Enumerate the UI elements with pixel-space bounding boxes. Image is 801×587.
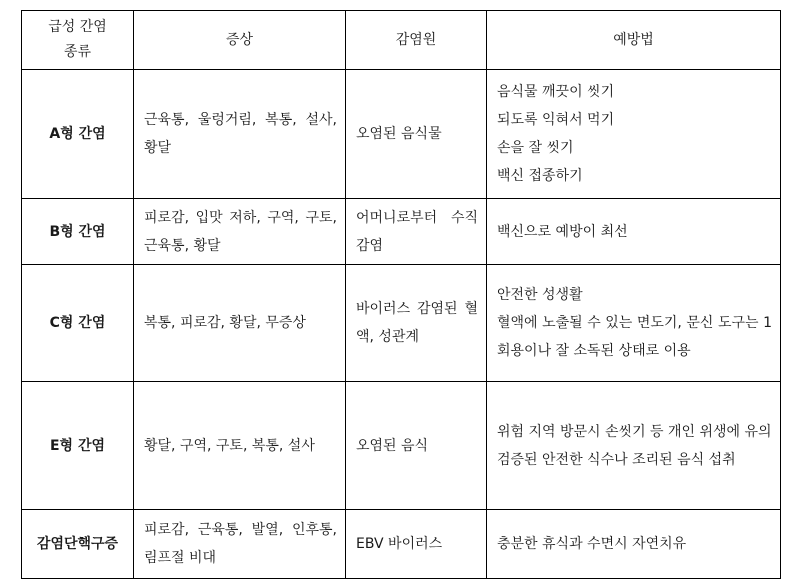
row-type: A형 간염 xyxy=(22,70,134,199)
prevention-line: 손을 잘 씻기 xyxy=(497,140,574,156)
row-symptoms: 피로감, 입맛 저하, 구역, 구토, 근육통, 황달 xyxy=(134,199,346,265)
row-source: 바이러스 감염된 혈액, 성관계 xyxy=(346,265,487,382)
table-row xyxy=(22,510,781,579)
prevention-line: 안전한 성생활 xyxy=(497,287,583,303)
row-symptoms: 복통, 피로감, 황달, 무증상 xyxy=(134,265,346,382)
table-row xyxy=(22,70,781,199)
prevention-line: 백신 접종하기 xyxy=(497,168,583,184)
row-symptoms: 황달, 구역, 구토, 복통, 설사 xyxy=(134,382,346,510)
row-type: E형 간염 xyxy=(22,382,134,510)
row-source: EBV 바이러스 xyxy=(346,510,487,579)
table-row xyxy=(22,199,781,265)
row-prevention xyxy=(487,265,781,382)
prevention-line: 되도록 익혀서 먹기 xyxy=(497,112,615,128)
prevention-line: 백신으로 예방이 최선 xyxy=(497,223,628,240)
header-row xyxy=(22,11,781,70)
hepatitis-table-container xyxy=(21,10,781,579)
table-row xyxy=(22,265,781,382)
row-source: 오염된 음식물 xyxy=(346,70,487,199)
row-source: 오염된 음식 xyxy=(346,382,487,510)
row-type: B형 간염 xyxy=(22,199,134,265)
prevention-line: 검증된 안전한 식수나 조리된 음식 섭취 xyxy=(497,451,736,468)
row-source: 어머니로부터 수직 감염 xyxy=(346,199,487,265)
header-type: 급성 간염 종류 xyxy=(22,11,134,70)
row-symptoms: 근육통, 울렁거림, 복통, 설사, 황달 xyxy=(134,70,346,199)
prevention-line: 위험 지역 방문시 손씻기 등 개인 위생에 유의 xyxy=(497,423,772,440)
header-source: 감염원 xyxy=(346,11,487,70)
row-prevention xyxy=(487,70,781,199)
prevention-line: 혈액에 노출될 수 있는 면도기, 문신 도구는 1회용이나 잘 소독된 상태로 이용 xyxy=(497,315,772,359)
hepatitis-table xyxy=(21,10,781,579)
row-prevention xyxy=(487,382,781,510)
prevention-line: 음식물 깨끗이 씻기 xyxy=(497,84,615,100)
row-prevention xyxy=(487,510,781,579)
table-row xyxy=(22,382,781,510)
row-prevention xyxy=(487,199,781,265)
row-type: 감염단핵구증 xyxy=(22,510,134,579)
header-prevention: 예방법 xyxy=(487,11,781,70)
header-symptoms: 증상 xyxy=(134,11,346,70)
prevention-line: 충분한 휴식과 수면시 자연치유 xyxy=(497,536,687,552)
row-symptoms: 피로감, 근육통, 발열, 인후통, 림프절 비대 xyxy=(134,510,346,579)
row-type: C형 간염 xyxy=(22,265,134,382)
